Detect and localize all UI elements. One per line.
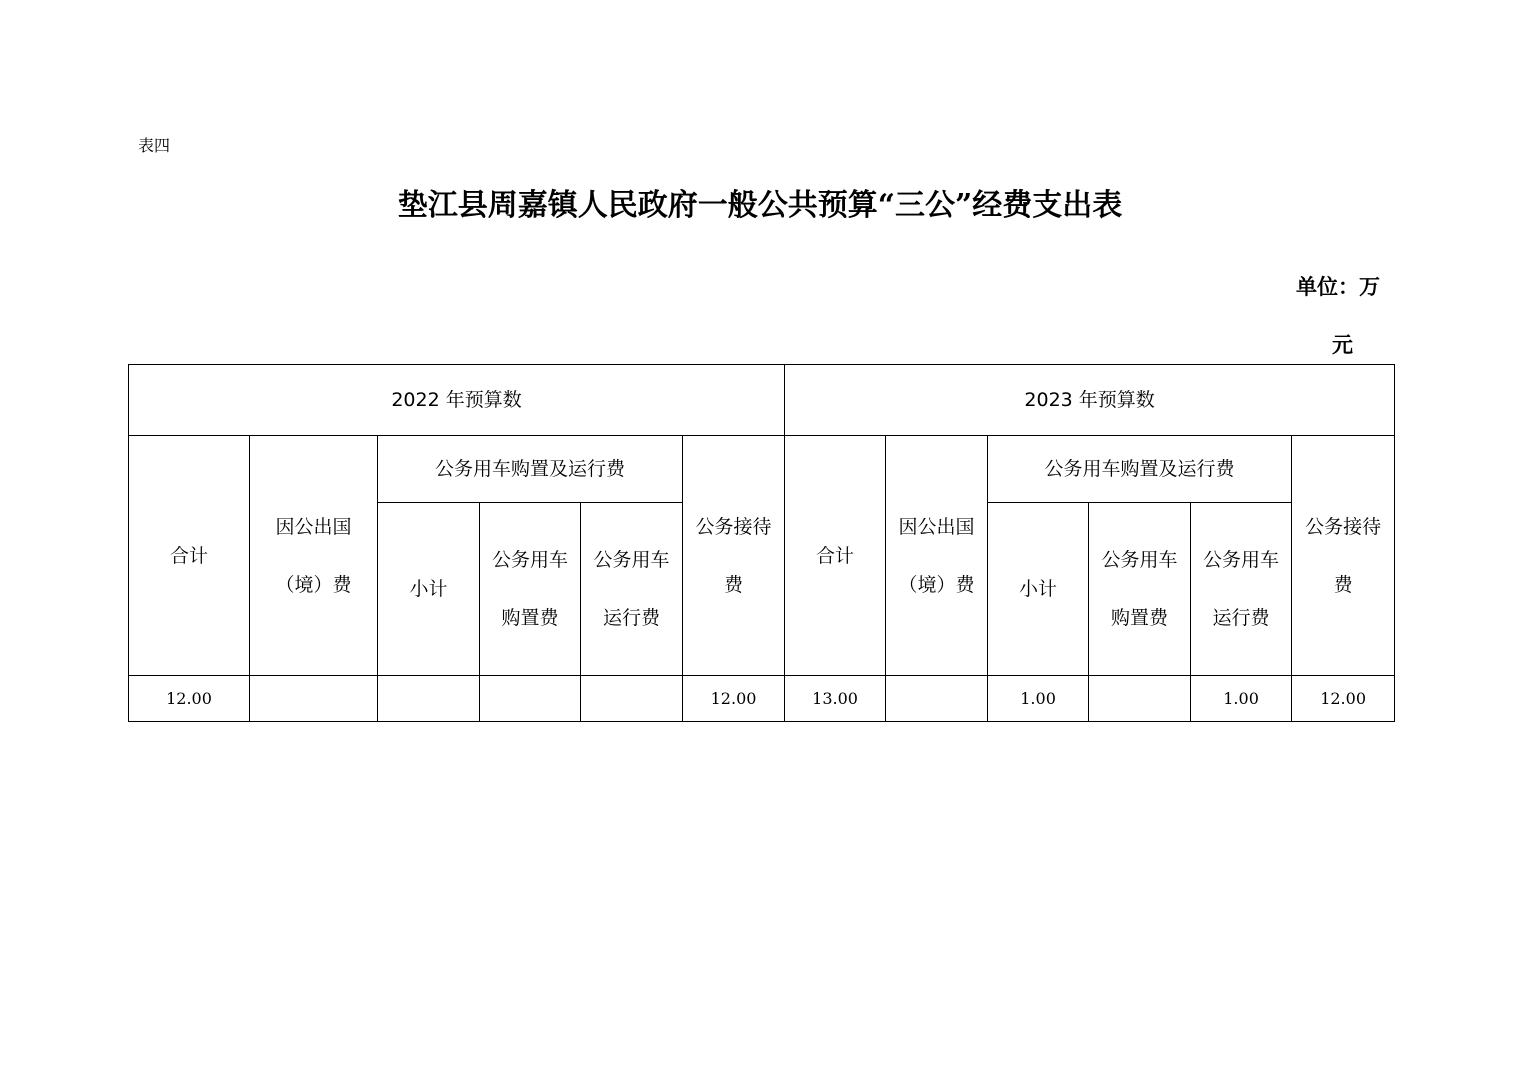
header-vehicle-purchase-2023: 公务用车购置费 [1089, 503, 1191, 676]
header-subtotal-2022: 小计 [378, 503, 480, 676]
cell-total-2022: 12.00 [129, 676, 250, 722]
cell-subtotal-2023: 1.00 [988, 676, 1089, 722]
year-header-row [129, 365, 1395, 436]
header-overseas-2023: 因公出国（境）费 [886, 436, 988, 676]
cell-total-2023: 13.00 [785, 676, 886, 722]
year-header-2022: 2022 年预算数 [129, 365, 785, 436]
unit-line-1: 单位：万 [1296, 274, 1380, 299]
table-row [129, 676, 1395, 722]
category-header-row [129, 436, 1395, 503]
unit-note [1296, 258, 1392, 374]
cell-vehicle-operation-2022 [581, 676, 683, 722]
header-total-2023: 合计 [785, 436, 886, 676]
header-vehicle-operation-2022: 公务用车运行费 [581, 503, 683, 676]
header-reception-2023: 公务接待费 [1292, 436, 1395, 676]
header-vehicle-operation-2023: 公务用车运行费 [1191, 503, 1292, 676]
header-vehicle-group-2023: 公务用车购置及运行费 [988, 436, 1292, 503]
unit-line-2: 元 [1332, 332, 1353, 357]
cell-subtotal-2022 [378, 676, 480, 722]
year-header-2023: 2023 年预算数 [785, 365, 1395, 436]
three-public-expenses-table [128, 364, 1395, 722]
cell-overseas-2023 [886, 676, 988, 722]
cell-reception-2023: 12.00 [1292, 676, 1395, 722]
header-vehicle-group-2022: 公务用车购置及运行费 [378, 436, 683, 503]
cell-vehicle-purchase-2022 [480, 676, 581, 722]
header-overseas-2022: 因公出国（境）费 [250, 436, 378, 676]
header-subtotal-2023: 小计 [988, 503, 1089, 676]
cell-reception-2022: 12.00 [683, 676, 785, 722]
header-vehicle-purchase-2022: 公务用车购置费 [480, 503, 581, 676]
cell-overseas-2022 [250, 676, 378, 722]
document-title: 垫江县周嘉镇人民政府一般公共预算“三公”经费支出表 [397, 188, 1123, 223]
header-total-2022: 合计 [129, 436, 250, 676]
header-reception-2022: 公务接待费 [683, 436, 785, 676]
table-label: 表四 [138, 136, 171, 155]
cell-vehicle-purchase-2023 [1089, 676, 1191, 722]
cell-vehicle-operation-2023: 1.00 [1191, 676, 1292, 722]
